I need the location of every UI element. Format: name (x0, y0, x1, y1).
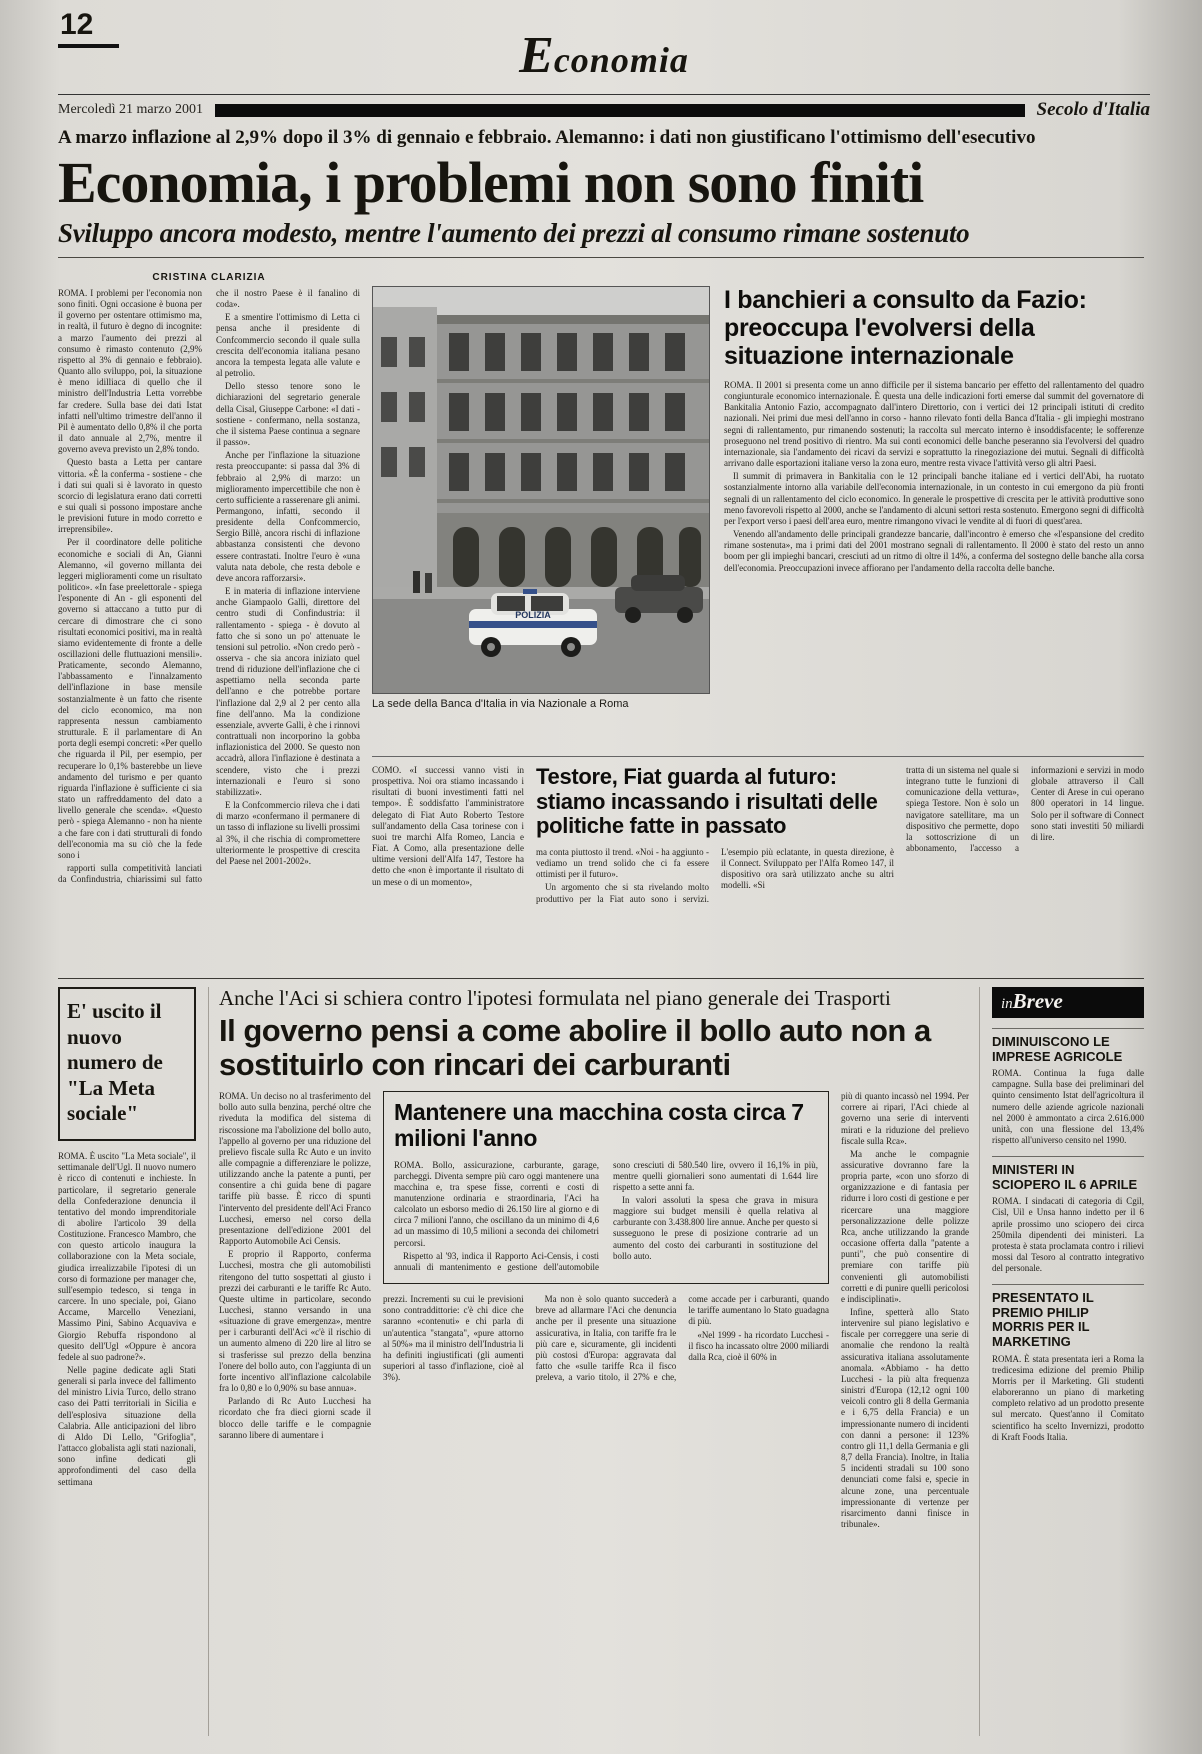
page-header (58, 8, 1150, 120)
paragraph: ma conta piuttosto il trend. «Noi - ha aggiunto - vediamo un trend solido che ci fa essere ottimisti per il futuro». (536, 846, 709, 880)
paragraph: Nelle pagine dedicate agli Stati generali si parla invece del fallimento del ministro Livia Turco, dello strano caso dei Patti territoriali in Sicilia e dell'esplosiva situazione della Calabria. Alle anticipazioni del libro di Aldo Di Lello, "Grifoglia", l'attacco globalista agli stati nazionali, sono infine dedicati gli approfondimenti del caso della settimana (58, 1365, 196, 1487)
bollo-column-left (219, 1091, 371, 1683)
paragraph: prezzi. Incrementi su cui le previsioni sono contraddittorie: c'è chi dice che saranno «contenuti» e chi parla di un'autentica "stangata", «pure attorno al 50%» ma il ministro dell'Industria li ha definiti ingiustificati (gli aumenti superiori al tasso d'inflazione, cioè al 3%). (383, 1294, 524, 1383)
center-right-stack (372, 272, 1144, 964)
paragraph: E a smentire l'ottimismo di Letta ci pensa anche il presidente di Confcommercio secondo il quale sulla crescita dell'economia italiana pesano ancora la tempesta legata alle valute e al petrolio. (216, 312, 360, 379)
paragraph: E la Confcommercio rileva che i dati di marzo «confermano il permanere di un tasso di inflazione su livelli prossimi al 3%, il che rischia di compromettere ulteriormente le prospettive di crescita del Paese nel 2001-2002». (216, 800, 360, 866)
lead-article-columns (58, 272, 360, 964)
paragraph: ROMA. Bollo, assicurazione, carburante, garage, parcheggi. Diventa sempre più caro oggi mantenere una macchina e, tra spese fisse, correnti e costi di manutenzione ordinaria e straordinaria, l'Aci ha calcolato un esborso medio di 26.150 lire al giorno e di circa 7 milioni l'anno, che oscillano da un minimo di 4,6 ad un massimo di 10,5 milioni a seconda dei chilometri percorsi. (394, 1159, 599, 1248)
breve-item-body: ROMA. I sindacati di categoria di Cgil, Cisl, Uil e Unsa hanno indetto per il 6 aprile prossimo uno sciopero dei circa 250mila dipendenti dei ministeri. La protesta è stata proclamata contro i rilievi mossi dal Tesoro al contratto integrativo del personale. (992, 1196, 1144, 1274)
main-content-grid (58, 272, 1144, 964)
paragraph: Il summit di primavera in Bankitalia con le 12 principali banche italiane ed i vertici dell'Abi, ha ruotato sostanzialmente intorno alla variabile dell'economia internazionale, in un contesto in cui emergono da più fronti segnali di un rallentamento del ciclo economico. In generale le prospettive di crescita per le attività produttive sono meno favorevoli rispetto al 2000, anche se l'andamento di alcuni settori resta sostenuto. Emergono segni di difficoltà per l'export verso i paesi dell'area euro, mentre rimangono vivaci le vendite al di fuori di quest'area. (724, 471, 1144, 526)
fazio-body (724, 380, 1144, 740)
paragraph: rapporti sulla competitività lanciati da Confindustria, chiarissimi sul fatto che il nostro Paese è il fanalino di coda». (58, 288, 360, 885)
paragraph: Dello stesso tenore sono le dichiarazioni del segretario generale della Cisal, Giuseppe Carbone: «I dati - sostiene - confermano, nella sostanza, che il sistema Paese continua a segnare il passo». (216, 381, 360, 448)
paragraph: Un argomento che si sta rivelando molto produttivo per la Fiat auto sono i servizi. L'esempio più eclatante, in questa direzione, è il Connect. Sviluppato per l'Alfa Romeo 147, il dispositivo ora sarà utilizzato anche su altri modelli. «Si (536, 846, 894, 904)
paragraph: Per il coordinatore delle politiche economiche e sociali di An, Gianni Alemanno, «il governo millanta dei leggeri miglioramenti come un risultato politico». «In fase preelettorale - spiega l'esponente di An - gli esponenti del governo si attaccano a tutto pur di cercare di dimostrare che ci sono risultati economici positivi, ma in realtà siamo evidentemente di fronte a delle oscillazioni delle fluttuazioni mensili». Praticamente, secondo Alemanno, l'abbassamento e l'innalzamento dell'inflazione in base mensile sostanzialmente è un fatto che risente del ciclo economico, ma non rappresenta nessun cambiamento strutturale. E il parlamentare di An porta degli esempi concreti: «Per quello che riguarda il Pil, per esempio, per recuperare lo 0,1% basterebbe un lieve andamento del turismo e per quanto riguarda l'inflazione è sufficiente ci sia stato un raffreddamento del dato a livello generale che scenda». «Questo però - spiega Alemanno - non ha niente a che fare con i dati strutturali di fondo dell'economia ma su ciò che la fede sono i (58, 537, 202, 860)
section-title-rest: conomia (553, 40, 689, 80)
testore-mid-body (536, 847, 894, 905)
macchina-box (383, 1091, 829, 1284)
paragraph: COMO. «I successi vanno visti in prospettiva. Noi ora stiamo incassando i risultati di buoni investimenti fatti nel tempo». È soddisfatto l'amministratore delegato di Fiat Auto Roberto Testore sull'andamento della Casa torinese con i suoi tre marchi Alfa Romeo, Lancia e Fiat. A Como, alla presentazione delle ultime versioni dell'Alfa 147, Testore ha detto che «non è importante il risultato di un mese o di un momento», (372, 765, 524, 887)
paragraph: Venendo all'andamento delle principali grandezze bancarie, dall'incontro è emerso che «l'espansione del credito rimane sostenuta», ma i primi dati del 2001 mostrano segnali di rallentamento. Il 2000 è stato del resto un anno boom per gli impieghi bancari, cresciuti ad un ritmo di oltre il 14%, a conferma del sostegno delle banche alla corsa dell'economia. Preoccupazioni invece affiorano per l'andamento della raccolta delle banche. (724, 529, 1144, 573)
paragraph: tratta di un sistema nel quale si integrano tutte le funzioni di comunicazione della vettura», spiega Testore. Non è solo un navigatore satellitare, ma un dispositivo che permette, dopo la sottoscrizione di un abbonamento, l'accesso a informazioni e servizi in modo globale attraverso il Call Center di Arese in cui operano 800 operatori in 14 lingue. Solo per il software di Connect sono stati investiti 50 miliardi di lire. (906, 765, 1144, 854)
paragraph: E proprio il Rapporto, conferma Lucchesi, mostra che gli automobilisti ritengono del tutto sospettati al giusto i prezzi dei carburanti e le tariffe Rc Auto. Queste ultime in particolare, secondo Lucchesi, stanno versando in una «situazione di grave emergenza», mentre per i carburanti dell'Aci «c'è il rischio di un aumento almeno di 220 lire al litro se si trasferisse sul prezzo della benzina l'onere del bollo auto, con l'aggiunta di un forte incentivo all'inflazione calcolabile fra lo 0,80 e lo 0,90% su base annua». (219, 1249, 371, 1394)
fazio-headline: I banchieri a consulto da Fazio: preoccupa l'evolversi della situazione internazionale (724, 286, 1087, 370)
lead-headline-block (58, 128, 1144, 258)
photo-fazio-row (372, 272, 1144, 750)
breve-item-title: DIMINUISCONO LE IMPRESE AGRICOLE (992, 1034, 1123, 1064)
lead-article-body (58, 288, 360, 956)
paragraph: più di quanto incassò nel 1994. Per correre ai ripari, l'Aci chiede al governo una serie di interventi mirati e la riduzione del prelievo fiscale sulla Rca». (841, 1091, 969, 1146)
bollo-kicker: Anche l'Aci si schiera contro l'ipotesi formulata nel piano generale dei Trasporti (219, 987, 891, 1010)
section-title-initial: E (519, 27, 554, 84)
banca-italia-photo (372, 286, 710, 694)
bollo-center-stack (383, 1091, 829, 1683)
paragraph: Infine, spetterà allo Stato intervenire sul piano legislativo e fiscale per correggere una serie di anomalie che rendono la realtà assicurativa italiana assolutamente anomala. «Abbiamo - ha detto Lucchesi - la più alta frequenza sinistri d'Europa (12,12 ogni 100 veicoli contro gli 8 della Germania e i 6,75 della Francia) e un impressionante numero di incidenti con danni a persone: il 123% contro gli 11,1 della Germania e gli 8,7 della Francia). Inoltre, in Italia 5 incidenti stradali su 100 sono denunciati come falsi e, specie in alcune zone, una percentuale impressionante di vertenze per risarcimento danni finisce in tribunale». (841, 1307, 969, 1529)
breve-item-body: ROMA. È stata presentata ieri a Roma la tredicesima edizione del premio Philip Morris per il Marketing. Gli studenti elaboreranno un piano di marketing completo relativo ad un prodotto presente sul mercato. Quest'anno il Comitato scientifico ha scelto Invernizzi, prodotto di Kraft Foods Italia. (992, 1353, 1144, 1442)
fazio-article (724, 272, 1144, 750)
paragraph: In valori assoluti la spesa che grava in misura maggiore sui budget mensili è quella relativa al carburante con 3.438.800 lire annue. Anche per questo si susseguono le prese di posizione contrarie ad un aumento del costo dei carburanti in sostituzione del bollo auto. (613, 1195, 818, 1261)
breve-item-title: PRESENTATO IL PREMIO PHILIP MORRIS PER IL MARKETING (992, 1290, 1094, 1350)
photo-illustration (373, 287, 709, 693)
breve-item (992, 1156, 1144, 1274)
section-title (58, 26, 1150, 85)
police-car-label: POLIZIA (515, 610, 551, 620)
rule (58, 257, 1144, 258)
testore-article (372, 756, 1144, 954)
paragraph: ROMA. Il 2001 si presenta come un anno difficile per il sistema bancario per effetto del rallentamento del quadro congiunturale economico internazionale. È questa una delle indicazioni forti emerse dal summit del governatore di Bankitalia Antonio Fazio, accompagnato dall'intero Direttorio, con i vertici dei 12 principali istituti di credito nazionali. Nei primi due mesi dell'anno in corso - hanno rilevato fonti della Banca d'Italia - gli impieghi mostrano segni di rallentamento, pur rimanendo sostenuti; la raccolta sul mercato interno è insoddisfacente; le sofferenze proseguono nel trend positivo di rientro. Ma sui conti economici delle banche peseranno sia l'evolversi del quadro internazionale, sia l'andamento dei ricavi da servizi e soprattutto la rinegoziazione dei mutui. Segnali di difficoltà arrivano dalle esportazioni italiane verso la zona euro, mentre resta vivace l'attività verso gli altri Paesi. (724, 380, 1144, 469)
paragraph: ROMA. Un deciso no al trasferimento del bollo auto sulla benzina, perché oltre che riveduta la modifica del sistema di riscossione ma l'abolizione del bollo auto, l'appello al governo per una riduzione del prelievo fiscale sulla Rc Auto e un invito alle compagnie a differenziare le polizze, utilizzando anche la patente a punti, per consentire a chi guida bene di pagare tariffe più basse. È ricco di spunti l'intervento del presidente dell'Aci Franco Lucchesi, emerso nel corso della presentazione dell'edizione 2001 del Rapporto Automobile Aci Censis. (219, 1091, 371, 1247)
breve-item-title: MINISTERI IN SCIOPERO IL 6 APRILE (992, 1162, 1138, 1192)
in-breve-header (992, 987, 1144, 1018)
in-breve-column (992, 987, 1144, 1736)
lead-deck: Sviluppo ancora modesto, mentre l'aumento dei prezzi al consumo rimane sostenuto (58, 218, 970, 249)
macchina-body (394, 1160, 818, 1274)
bollo-headline: Il governo pensi a come abolire il bollo auto non a sostituirlo con rincari dei carburanti (219, 1013, 931, 1082)
dateline-bar (58, 94, 1150, 121)
paragraph: ROMA. I problemi per l'economia non sono finiti. Ogni occasione è buona per il governo per ostentare ottimismo ma, in realtà, il futuro è degno di incognite: a marzo l'aumento dei prezzi al consumo è rimasto contenuto (2,9% rispetto al 3% di gennaio e febbraio). Quanto allo sviluppo, poi, la situazione è meno idilliaca di quello che il ministro dell'Industria Letta vorrebbe far credere. Sulla base dei dati Istat infatti nell'ultimo trimestre dell'anno il Pil è aumentato dello 0,8% il che porta il dato annuale al 2,7%, mentre il governo aveva previsto un 2,8% tondo. (58, 288, 202, 455)
paragraph: Parlando di Rc Auto Lucchesi ha ricordato che fra dieci giorni scade il blocco delle tariffe e le compagnie saranno libere di aumentare i (219, 1396, 371, 1440)
bollo-article (208, 987, 980, 1736)
byline: CRISTINA CLARIZIA (152, 272, 266, 283)
bollo-columns (219, 1091, 969, 1683)
testore-como-column (372, 765, 524, 954)
paragraph: «Nel 1999 - ha ricordato Lucchesi - il fisco ha incassato oltre 2000 miliardi dalla Rca, cioè il 60% in (688, 1329, 829, 1362)
testore-headline: Testore, Fiat guarda al futuro: stiamo incassando i risultati delle politiche fatte in passato (536, 764, 878, 839)
photo-caption: La sede della Banca d'Italia in via Nazionale a Roma (372, 698, 629, 710)
in-breve-prefix: in (1001, 996, 1013, 1012)
bollo-column-right (841, 1091, 969, 1683)
testore-center (536, 765, 894, 954)
meta-sociale-body (58, 1151, 196, 1711)
paper-name: Secolo d'Italia (1036, 99, 1150, 120)
photo-block (372, 272, 710, 750)
meta-sociale-article (58, 987, 196, 1736)
paragraph: Questo basta a Letta per cantare vittoria. «È la conferma - sostiene - che i dati sui quali si è lavorato in questo scorcio di legislatura erano dati corretti e sui quali si possono impostare anche le previsioni future in modo corretto e irreprensibile». (58, 457, 202, 535)
issue-date: Mercoledì 21 marzo 2001 (58, 102, 204, 117)
breve-item (992, 1028, 1144, 1146)
bottom-section (58, 978, 1144, 1736)
paragraph: Ma anche le compagnie assicurative dovranno fare la propria parte, «con uno sforzo di organizzazione e di fantasia per ridurre i loro costi di gestione e per ricercare una maggiore personalizzazione delle polizze Rca, anche utilizzando la grande occasione offerta dalla "patente a punti", che può consentire di premiare con tariffe più convenienti gli automobilisti corretti e di punire quelli pericolosi e indisciplinati». (841, 1148, 969, 1304)
lead-headline: Economia, i problemi non sono finiti (58, 149, 924, 215)
meta-sociale-headline: E' uscito il nuovo numero de "La Meta sociale" (58, 987, 196, 1141)
paragraph: Ma non è solo quanto succederà a breve ad allarmare l'Aci che denuncia anche per il presente una situazione assicurativa, in Italia, con tariffe fra le più care e, sicuramente, gli incidenti più costosi d'Europa: aggravata dal fatto che «sulle tariffe Rca il fisco preleva, a vario titolo, il 27% e che, come accade per i carburanti, quando le tariffe aumentano lo Stato guadagna di più. (535, 1294, 829, 1383)
page-number: 12 (58, 8, 119, 48)
paragraph: E in materia di inflazione interviene anche Giampaolo Galli, direttore del centro studi di Confindustria: il rallentamento - spiega - è dovuto al fatto che si sono un po' attenuate le tensioni sul petrolio. «Non credo però - osserva - che sia ancora iniziato quel trend di riduzione dell'inflazione che ci aspettiamo nella seconda parte dell'anno e che potrebbe portare l'inflazione dal 2,9 al 2 per cento alla fine dell'anno. Ma la condizione essenziale, avverte Galli, è che i rinnovi contrattuali non incorporino la gobba inflazionistica del 2000. Se questo non accadrà, allora l'inflazione è destinata a scendere, visto che i prezzi internazionali e l'euro si sono stabilizzati». (216, 586, 360, 797)
breve-item (992, 1284, 1144, 1442)
lead-kicker: A marzo inflazione al 2,9% dopo il 3% di gennaio e febbraio. Alemanno: i dati non giustificano l'ottimismo dell'esecutivo (58, 127, 1036, 148)
breve-item-body: ROMA. Continua la fuga dalle campagne. Sulla base dei preliminari del quinto censimento Istat dell'agricoltura il numero delle aziende agricole nazionali nel 2000 è ammontato a circa 2.616.000 unità, con una flessione del 13,4% rispetto all'universo censito nel 1990. (992, 1068, 1144, 1146)
bollo-continuation (383, 1294, 829, 1683)
in-breve-title: Breve (1012, 989, 1063, 1013)
macchina-headline: Mantenere una macchina costa circa 7 milioni l'anno (394, 1099, 804, 1151)
paragraph: Rispetto al '93, indica il Rapporto Aci-Censis, i costi annuali di mantenimento e gestione dell'automobile sono cresciuti di 580.540 lire, ovvero il 16,1% in più, mentre quelli giornalieri sono aumentati di 1.644 lire rispetto a sette anni fa. (394, 1159, 818, 1272)
testore-right-columns (906, 765, 1144, 954)
paragraph: ROMA. È uscito "La Meta sociale", il settimanale dell'Ugl. Il nuovo numero è ricco di contenuti e inchieste. In particolare, il segretario generale della Confederazione denuncia il tentativo del mondo imprenditoriale di abolire l'articolo 39 della Costituzione. Francesco Mambro, che con questo articolo inaugura la collaborazione con la Meta sociale, giudica irrealizzabile l'ipotesi di un corso di formazione per manager che, sull'esempio tedesco, si tenga in carcere. In uno speciale, poi, Giano Accame, Marcello Veneziani, Massimo Pini, Sabino Acquaviva e Giorgio Rebuffa rispondono al quesito dell'Ugl «Oppure è ancora fedele al suo padrone?». (58, 1151, 196, 1362)
paragraph: Anche per l'inflazione la situazione resta preoccupante: si passa dal 3% di febbraio al 2,9% di marzo: un miglioramento impercettibile che non è certo sufficiente a rasserenare gli animi. Permangono, infatti, secondo il presidente della Confcommercio, Sergio Billè, ancora rischi di inflazione abbastanza consistenti che devono essere contrastati. Inoltre l'euro è «una valuta nata debole, che resta debole e deve ancora rafforzarsi». (216, 450, 360, 583)
divider-bar (215, 104, 1025, 117)
